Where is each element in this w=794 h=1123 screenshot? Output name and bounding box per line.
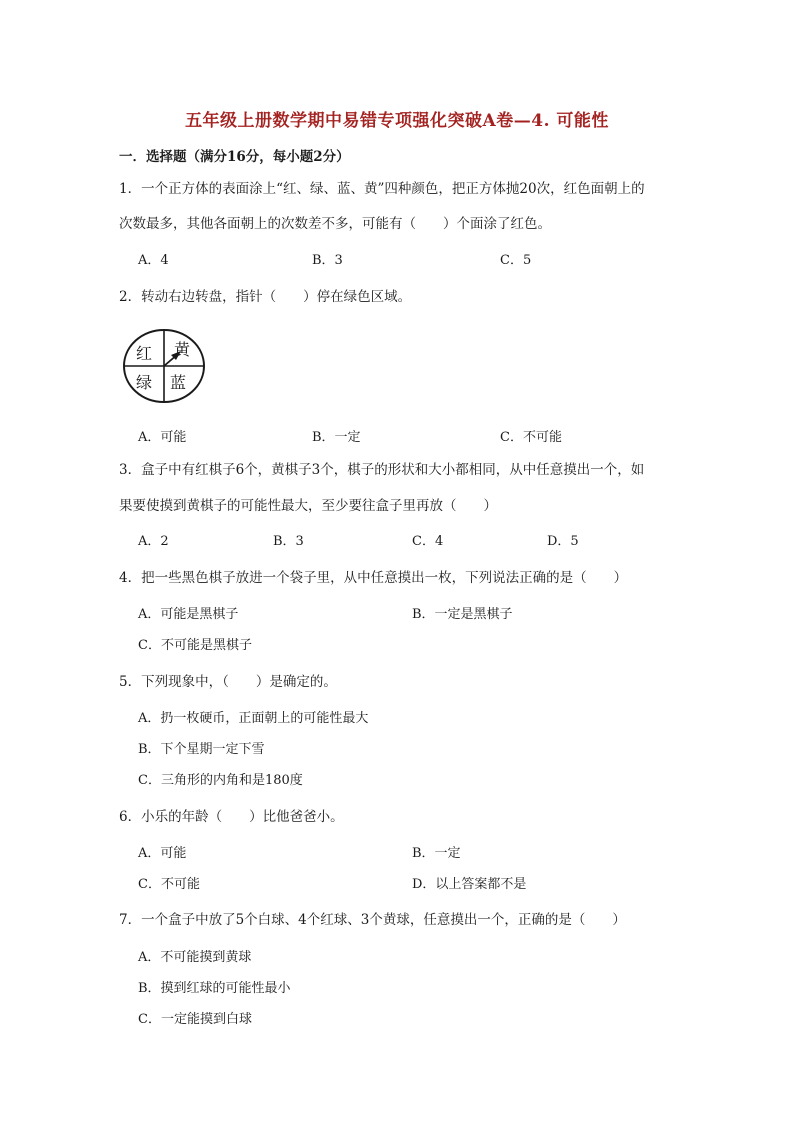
question-7-option-b: B．摸到红球的可能性最小 xyxy=(138,981,291,996)
question-5-option-b: B．下个星期一定下雪 xyxy=(138,742,265,757)
question-2-option-a: A．可能 xyxy=(138,430,187,445)
question-1-option-c: C．5 xyxy=(500,253,532,268)
question-3-option-d: D．5 xyxy=(547,534,579,549)
question-4-option-b: B．一定是黑棋子 xyxy=(412,607,513,622)
spinner-svg xyxy=(121,326,207,406)
question-7-option-a: A．不可能摸到黄球 xyxy=(138,950,252,965)
question-3-option-c: C．4 xyxy=(412,534,444,549)
spinner-label-yellow: 黄 xyxy=(174,340,191,359)
question-3-line-2: 果要使摸到黄棋子的可能性最大，至少要往盒子里再放（ ） xyxy=(119,498,497,514)
question-7-option-c: C．一定能摸到白球 xyxy=(138,1012,252,1027)
spinner-label-red: 红 xyxy=(136,344,153,363)
spinner-label-blue: 蓝 xyxy=(170,373,187,392)
question-4-line-1: 4．把一些黑色棋子放进一个袋子里，从中任意摸出一枚，下列说法正确的是（ ） xyxy=(119,570,628,586)
question-1-option-b: B．3 xyxy=(312,253,343,268)
question-6-option-c: C．不可能 xyxy=(138,877,200,892)
page-title: 五年级上册数学期中易错专项强化突破A卷—4. 可能性 xyxy=(185,111,609,131)
question-5-line-1: 5．下列现象中，（ ）是确定的。 xyxy=(119,674,337,690)
question-7-line-1: 7．一个盒子中放了5个白球、4个红球、3个黄球，任意摸出一个，正确的是（ ） xyxy=(119,912,626,928)
question-4-option-c: C．不可能是黑棋子 xyxy=(138,638,252,653)
question-6-option-a: A．可能 xyxy=(138,846,187,861)
question-2-option-c: C．不可能 xyxy=(500,430,562,445)
question-5-option-a: A．扔一枚硬币，正面朝上的可能性最大 xyxy=(138,711,369,726)
spinner-label-green: 绿 xyxy=(136,373,153,392)
question-2-option-b: B．一定 xyxy=(312,430,361,445)
question-3-option-b: B．3 xyxy=(273,534,304,549)
question-6-line-1: 6．小乐的年龄（ ）比他爸爸小。 xyxy=(119,809,344,825)
question-6-option-d: D．以上答案都不是 xyxy=(412,877,527,892)
question-5-option-c: C．三角形的内角和是180度 xyxy=(138,773,303,788)
question-1-line-1: 1．一个正方体的表面涂上“红、绿、蓝、黄”四种颜色，把正方体抛20次，红色面朝上的 xyxy=(119,181,645,197)
question-3-line-1: 3．盒子中有红棋子6个，黄棋子3个，棋子的形状和大小都相同，从中任意摸出一个，如 xyxy=(119,462,645,478)
question-2-line-1: 2．转动右边转盘，指针（ ）停在绿色区域。 xyxy=(119,289,412,305)
question-3-option-a: A．2 xyxy=(138,534,169,549)
question-1-option-a: A．4 xyxy=(138,253,169,268)
spinner-diagram xyxy=(121,326,207,406)
question-4-option-a: A．可能是黑棋子 xyxy=(138,607,239,622)
question-6-option-b: B．一定 xyxy=(412,846,461,861)
section-heading: 一．选择题（满分16分，每小题2分） xyxy=(119,149,350,165)
question-1-line-2: 次数最多，其他各面朝上的次数差不多，可能有（ ）个面涂了红色。 xyxy=(119,216,551,232)
